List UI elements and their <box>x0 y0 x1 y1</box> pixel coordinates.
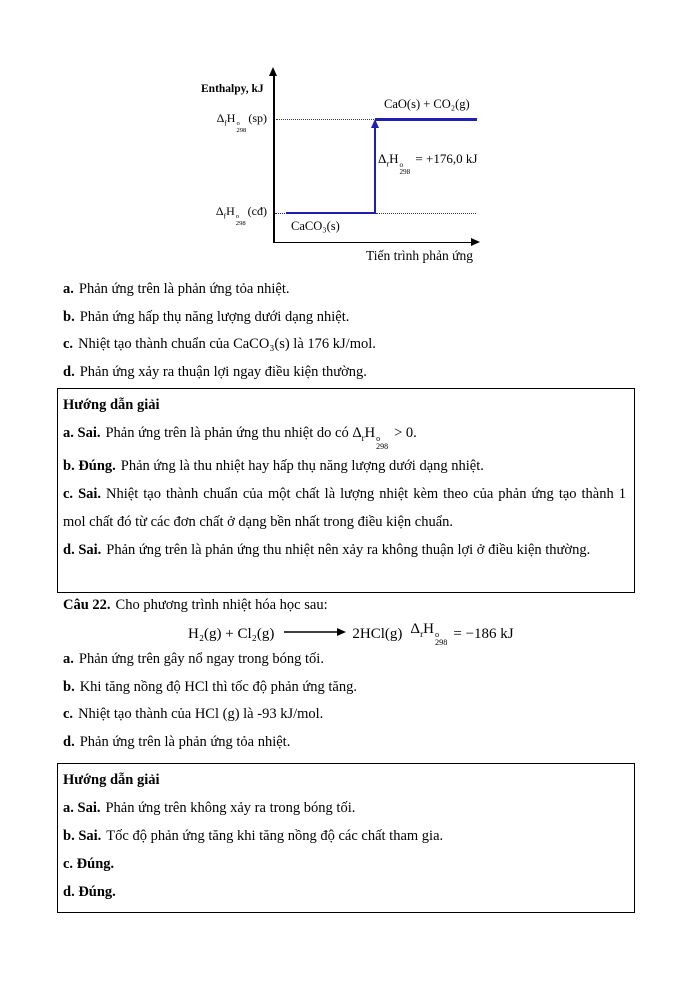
x-axis-label: Tiến trình phản ứng <box>366 248 473 263</box>
solution-item-d: d. Sai. Phản ứng trên là phản ứng thu nhiệt nên xảy ra không thuận lợi ở điều kiện thường. <box>63 541 591 558</box>
reactant-level-label <box>185 204 267 227</box>
reaction-arrow-head-icon <box>371 119 379 128</box>
question-intro: Cho phương trình nhiệt hóa học sau: <box>115 597 328 613</box>
product-level-label <box>185 111 267 134</box>
equation-enthalpy-value: = −186 kJ <box>453 625 514 642</box>
y-axis <box>273 75 275 243</box>
question21-options <box>63 276 628 386</box>
x-axis <box>273 242 473 244</box>
product-level-line <box>375 118 477 121</box>
solution-title: Hướng dẫn giải <box>63 397 160 413</box>
solution-item-c: c. Sai. Nhiệt tạo thành chuẩn của một chất là lượng nhiệt kèm theo của phản ứng tạo thành 1 mol chất đó từ các đơn chất ở dạng bền nhất trong điều kiện chuẩn. <box>63 485 627 530</box>
thermochemical-equation <box>188 620 514 648</box>
solution-item-a: a. Sai. Phản ứng trên là phản ứng thu nhiệt do có $\Delta_rH$ o 298 > 0. <box>63 425 417 451</box>
solution-box-question21 <box>57 388 635 593</box>
option-c: c. Nhiệt tạo thành của HCl (g) là -93 kJ/mol. <box>63 706 324 722</box>
delta-rh-symbol: $\Delta_rH$ o 298 <box>352 425 389 451</box>
option-b: b. Phản ứng hấp thụ năng lượng dưới dạng nhiệt. <box>63 308 350 325</box>
option-d: d. Phản ứng xảy ra thuận lợi ngay điều kiện thường. <box>63 363 367 380</box>
delta-rh-symbol: $\Delta_rH$ o 298 <box>378 151 411 176</box>
reactant-species-label: CaCO₃(s) <box>291 219 340 233</box>
product-level-dotted-line <box>276 119 376 120</box>
solution-item-c: c. Đúng. <box>63 856 115 872</box>
question22-header <box>63 592 628 620</box>
equation-lhs: H₂(g) + Cl₂(g) <box>188 625 275 642</box>
option-a: a. Phản ứng trên là phản ứng tỏa nhiệt. <box>63 281 290 297</box>
delta-rh-symbol: $\Delta_rH$ o 298 <box>410 620 448 648</box>
reaction-arrow-icon <box>284 626 346 643</box>
question22-options <box>63 646 628 756</box>
y-axis-label: Enthalpy, kJ <box>201 83 264 95</box>
solution-title: Hướng dẫn giải <box>63 772 160 788</box>
reaction-arrow-line <box>374 126 376 212</box>
option-a: a. Phản ứng trên gây nổ ngay trong bóng tối. <box>63 651 324 667</box>
reactant-level-line <box>286 212 376 215</box>
reactant-level-dotted-right <box>376 213 476 214</box>
y-axis-arrow-icon <box>269 67 277 76</box>
option-d: d. Phản ứng trên là phản ứng tỏa nhiệt. <box>63 733 291 750</box>
solution-item-b: b. Sai. Tốc độ phản ứng tăng khi tăng nồng độ các chất tham gia. <box>63 828 444 844</box>
reaction-enthalpy-value: = +176,0 kJ <box>415 151 478 166</box>
question-number: Câu 22. <box>63 597 111 613</box>
solution-item-d: d. Đúng. <box>63 884 116 900</box>
product-species-label: CaO(s) + CO₂(g) <box>384 97 470 111</box>
equation-rhs: 2HCl(g) <box>352 625 403 642</box>
x-axis-arrow-icon <box>471 238 480 246</box>
option-b: b. Khi tăng nồng độ HCl thì tốc độ phản ứng tăng. <box>63 678 357 695</box>
solution-item-a: a. Sai. Phản ứng trên không xảy ra trong bóng tối. <box>63 800 356 816</box>
delta-fh-products-symbol: $\Delta_fH$ o 298 (sp) <box>216 111 267 134</box>
reaction-enthalpy-label <box>378 151 477 176</box>
delta-fh-reactants-symbol: $\Delta_fH$ o 298 (cđ) <box>215 204 267 227</box>
option-c: c. Nhiệt tạo thành chuẩn của CaCO₃(s) là 176 kJ/mol. <box>63 336 376 352</box>
solution-box-question22 <box>57 763 635 913</box>
solution-item-b: b. Đúng. Phản ứng là thu nhiệt hay hấp thụ năng lượng dưới dạng nhiệt. <box>63 457 484 474</box>
